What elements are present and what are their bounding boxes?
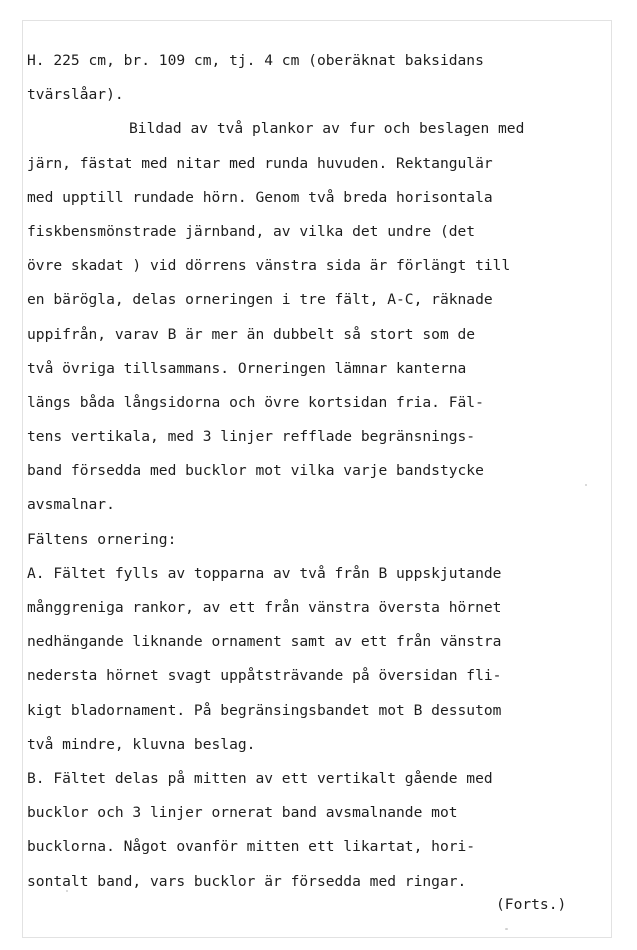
text-line: två mindre, kluvna beslag.	[27, 735, 256, 753]
text-line: tens vertikala, med 3 linjer refflade begränsnings-	[27, 428, 476, 446]
text-line: Bildad av två plankor av fur och beslagen med	[129, 120, 525, 138]
text-line: nedhängande liknande ornament samt av ett från vänstra	[27, 633, 502, 651]
text-line: nedersta hörnet svagt uppåtsträvande på översidan fli-	[27, 667, 502, 685]
text-line: kigt bladornament. På begränsingsbandet mot B dessutom	[27, 701, 502, 719]
text-line: tvärslåar).	[27, 86, 124, 104]
text-line: månggreniga rankor, av ett från vänstra översta hörnet	[27, 599, 502, 616]
text-line: två övriga tillsammans. Orneringen lämnar kanterna	[27, 359, 467, 377]
text-line: H. 225 cm, br. 109 cm, tj. 4 cm (oberäknat baksidans	[27, 52, 484, 69]
continuation-note: (Forts.)	[496, 896, 567, 913]
text-line: längs båda långsidorna och övre kortsidan fria. Fäl-	[27, 393, 484, 411]
paper-speck	[66, 890, 68, 892]
text-line: A. Fältet fylls av topparna av två från B uppskjutande	[27, 564, 502, 582]
paper-speck	[585, 484, 587, 486]
text-line: avsmalnar.	[27, 496, 115, 514]
text-line: övre skadat ) vid dörrens vänstra sida är förlängt till	[27, 257, 511, 275]
text-line: bucklor och 3 linjer ornerat band avsmalnande mot	[27, 804, 458, 822]
text-line: band försedda med bucklor mot vilka varje bandstycke	[27, 462, 484, 480]
text-line: sontalt band, vars bucklor är försedda med ringar.	[27, 872, 467, 890]
text-line: järn, fästat med nitar med runda huvuden. Rektangulär	[27, 154, 493, 172]
text-line: bucklorna. Något ovanför mitten ett likartat, hori-	[27, 838, 476, 856]
text-line: en bärögla, delas orneringen i tre fält, A-C, räknade	[27, 291, 493, 309]
text-line: med upptill rundade hörn. Genom två breda horisontala	[27, 188, 493, 206]
paper-speck	[505, 928, 508, 930]
text-line: Fältens ornering:	[27, 530, 177, 548]
text-line: fiskbensmönstrade järnband, av vilka det undre (det	[27, 222, 476, 240]
text-line: B. Fältet delas på mitten av ett vertikalt gående med	[27, 769, 493, 787]
text-line: uppifrån, varav B är mer än dubbelt så stort som de	[27, 325, 476, 343]
typed-text-body	[27, 44, 607, 899]
